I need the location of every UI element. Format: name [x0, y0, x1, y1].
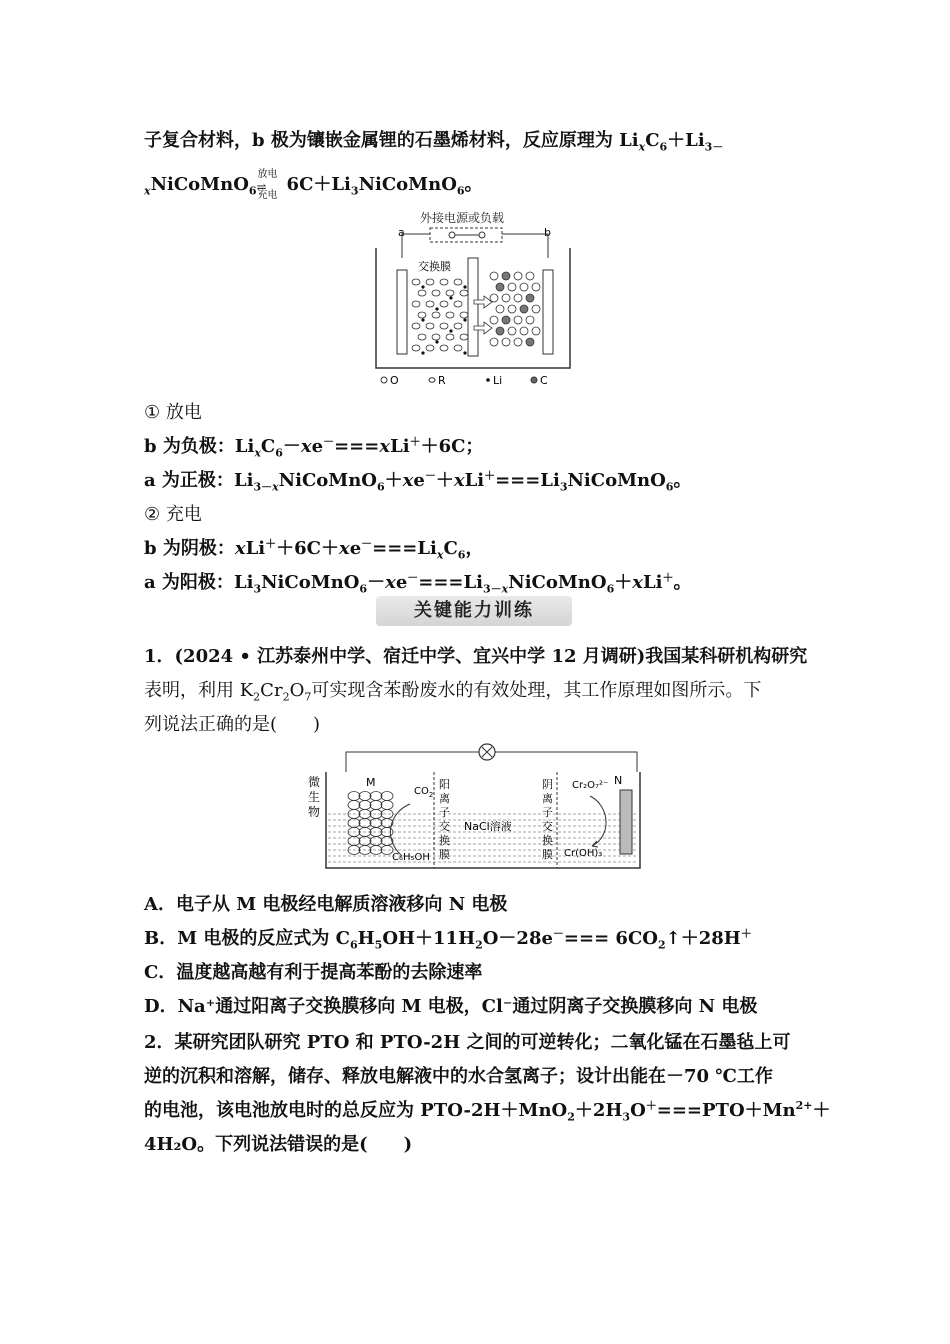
nacl-label: NaCl溶液	[464, 820, 512, 833]
discharge-negative: b 为负极：$Li_xC_6-xe^-===xLi^++6C$；	[144, 435, 484, 460]
q1-option-d[interactable]: D．Na⁺通过阳离子交换膜移向 M 电极，Cl⁻通过阴离子交换膜移向 N 电极	[144, 996, 758, 1017]
carbon-particle	[496, 305, 504, 313]
oxide-particle	[446, 334, 454, 340]
oxide-particle	[426, 323, 434, 329]
oxide-particle	[460, 312, 468, 318]
microbe-label: 微生物	[308, 775, 321, 819]
oxide-particle	[440, 323, 448, 329]
microbe-coil	[381, 828, 393, 837]
carbon-particle	[532, 305, 540, 313]
battery-diagram	[370, 208, 580, 390]
q2-line-1: 2．某研究团队研究 PTO 和 PTO-2H 之间的可逆转化；二氧化锰在石墨毡上可	[144, 1032, 791, 1053]
q1-option-b[interactable]: B．M 电极的反应式为 $C_6H_5OH+11H_2O-28e^-===$ $6CO_2↑+28H^+$	[144, 927, 752, 952]
oxide-particle	[440, 345, 448, 351]
carbon-particle	[532, 327, 540, 335]
carbon-particle	[526, 338, 534, 346]
carbon-particle	[490, 316, 498, 324]
oxide-particle	[426, 345, 434, 351]
carbon-particle	[508, 305, 516, 313]
oxide-particle	[418, 290, 426, 296]
oxide-particle	[432, 312, 440, 318]
q2-line-4: 4H₂O。下列说法错误的是( )	[144, 1134, 413, 1155]
co2-label: $CO_2$	[414, 786, 434, 799]
discharge-positive: a 为正极：$Li_{3-x}NiCoMnO_6+xe^-+xLi^+===Li_3NiCoMnO_6$。	[144, 469, 692, 494]
q1-option-c[interactable]: C．温度越高越有利于提高苯酚的去除速率	[144, 962, 483, 983]
charge-cathode: b 为阴极：$xLi^++6C+xe^-===Li_xC_6$，	[144, 537, 484, 562]
oxide-particle	[418, 312, 426, 318]
electrode-b-label: b	[544, 226, 551, 239]
lithium-ion	[421, 285, 424, 288]
microbe-coil	[359, 792, 371, 801]
oxide-particle	[460, 290, 468, 296]
oxide-particle	[432, 290, 440, 296]
legend-r: R	[438, 374, 446, 387]
lithium-ion	[421, 351, 424, 354]
carbon-particle	[520, 327, 528, 335]
electrode-n-label: N	[614, 774, 623, 787]
charge-anode: a 为阳极：$Li_3NiCoMnO_6-xe^-===Li_{3-x}NiCoMnO_6+xLi^+$。	[144, 571, 692, 596]
electrode-m-label: M	[366, 776, 376, 789]
phenol-label: C₆H₅OH	[392, 852, 430, 863]
microbe-coil	[370, 801, 382, 810]
carbon-particle	[508, 327, 516, 335]
q1-option-a[interactable]: A．电子从 M 电极经电解质溶液移向 N 电极	[144, 894, 508, 915]
carbon-particle	[490, 294, 498, 302]
dichromate-label: Cr₂O₇²⁻	[572, 780, 609, 791]
carbon-particle	[520, 283, 528, 291]
lithium-ion	[463, 351, 466, 354]
lithium-ion	[449, 296, 452, 299]
lithium-ion	[463, 318, 466, 321]
carbon-particle	[514, 272, 522, 280]
carbon-particle	[502, 294, 510, 302]
carbon-particle	[526, 316, 534, 324]
lithium-ion	[435, 307, 438, 310]
oxide-particle	[432, 334, 440, 340]
carbon-particle	[514, 338, 522, 346]
cation-membrane-label: 阳离子交换膜	[439, 778, 450, 861]
lithium-ion	[449, 329, 452, 332]
legend-li: Li	[493, 374, 503, 387]
carbon-particle	[490, 272, 498, 280]
oxide-particle	[440, 301, 448, 307]
q1-line-2: 表明，利用 $K_2Cr_2O_7$可实现含苯酚废水的有效处理，其工作原理如图所示。下	[144, 680, 762, 704]
oxide-particle	[412, 323, 420, 329]
microbe-coil	[348, 792, 360, 801]
carbon-particle	[496, 327, 504, 335]
carbon-particle	[520, 305, 528, 313]
carbon-particle	[526, 272, 534, 280]
oxide-particle	[454, 279, 462, 285]
discharge-heading: ① 放电	[144, 402, 202, 423]
oxide-particle	[426, 279, 434, 285]
electrode-a-label: a	[398, 226, 405, 239]
charge-heading: ② 充电	[144, 504, 202, 525]
oxide-particle	[412, 279, 420, 285]
lithium-ion	[421, 318, 424, 321]
external-load-label: 外接电源或负载	[420, 211, 505, 225]
reversible-arrow: 放电 ⇌ 充电	[256, 169, 278, 201]
microbe-coil	[381, 810, 393, 819]
oxide-particle	[426, 301, 434, 307]
q2-line-3: 的电池，该电池放电时的总反应为 PTO-$2H+MnO_2+2H_3O^+===PTO+Mn^{2+}+$	[144, 1099, 831, 1124]
oxide-particle	[446, 312, 454, 318]
oxide-particle	[412, 345, 420, 351]
carbon-particle	[490, 338, 498, 346]
microbe-coil	[381, 792, 393, 801]
oxide-particle	[418, 334, 426, 340]
membrane-label: 交换膜	[418, 260, 451, 273]
intro-line-1: 子复合材料，b 极为镶嵌金属锂的石墨烯材料，反应原理为 $Li_xC_6+Li_{3-}$	[144, 130, 724, 154]
legend-o: O	[390, 374, 399, 387]
q1-line-3: 列说法正确的是( )	[144, 714, 321, 735]
section-banner: 关键能力训练	[376, 596, 572, 626]
oxide-particle	[454, 323, 462, 329]
oxide-particle	[412, 301, 420, 307]
oxide-particle	[460, 334, 468, 340]
carbon-particle	[496, 283, 504, 291]
microbe-coil	[348, 801, 360, 810]
carbon-particle	[514, 316, 522, 324]
carbon-particle	[502, 338, 510, 346]
lithium-ion	[463, 285, 466, 288]
oxide-particle	[440, 279, 448, 285]
microbe-coil	[359, 801, 371, 810]
carbon-particle	[526, 294, 534, 302]
microbial-cell-diagram	[302, 738, 644, 872]
carbon-particle	[502, 272, 510, 280]
carbon-particle	[508, 283, 516, 291]
carbon-particle	[532, 283, 540, 291]
microbe-coil	[381, 801, 393, 810]
chromium-hydroxide-label: Cr(OH)₃	[564, 848, 603, 859]
microbe-coil	[370, 792, 382, 801]
carbon-particle	[502, 316, 510, 324]
q1-line-1: 1．(2024 • 江苏泰州中学、宿迁中学、宜兴中学 12 月调研)我国某科研机构研究	[144, 646, 808, 667]
oxide-particle	[446, 290, 454, 296]
carbon-particle	[514, 294, 522, 302]
legend-c: C	[540, 374, 548, 387]
anion-membrane-label: 阴离子交换膜	[542, 778, 553, 861]
oxide-particle	[454, 345, 462, 351]
oxide-particle	[454, 301, 462, 307]
intro-line-2: $_x$NiCoMnO$_6$ 放电 ⇌ 充电 $6C+Li_3NiCoMnO_6$。	[144, 169, 483, 201]
q2-line-2: 逆的沉积和溶解，储存、释放电解液中的水合氢离子；设计出能在－70 ℃工作	[144, 1066, 773, 1087]
lithium-ion	[435, 340, 438, 343]
